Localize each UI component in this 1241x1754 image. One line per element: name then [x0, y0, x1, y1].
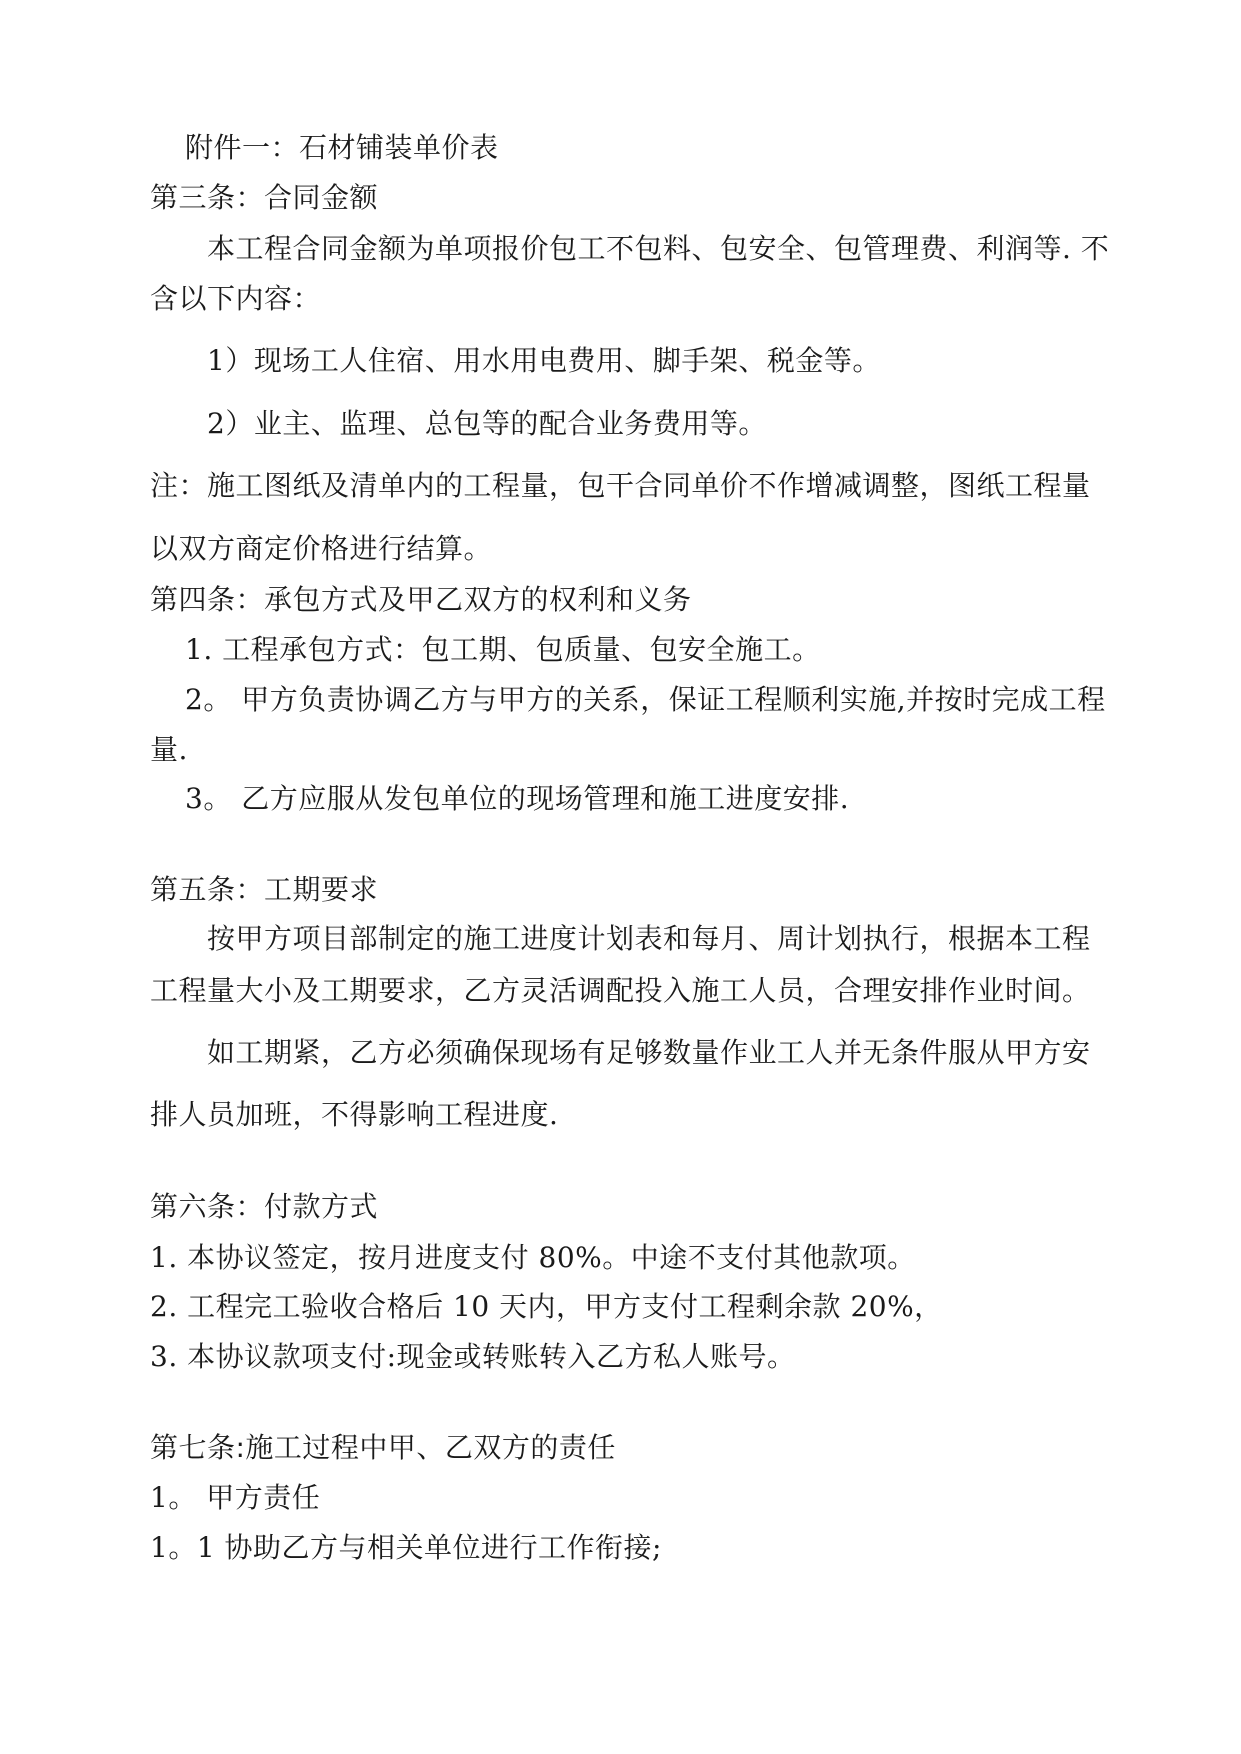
article-5-paragraph-1-line-1: 按甲方项目部制定的施工进度计划表和每月、周计划执行，根据本工程 [207, 922, 1091, 955]
article-5-paragraph-2-line-1: 如工期紧，乙方必须确保现场有足够数量作业工人并无条件服从甲方安 [207, 1036, 1091, 1069]
article-5-paragraph-2-line-2: 排人员加班，不得影响工程进度. [150, 1098, 559, 1131]
article-4-heading: 第四条：承包方式及甲乙双方的权利和义务 [150, 583, 692, 616]
article-3-paragraph-line-2: 含以下内容： [150, 282, 322, 315]
article-4-item-1: 1. 工程承包方式：包工期、包质量、包安全施工。 [185, 633, 821, 666]
attachment-line: 附件一：石材铺装单价表 [185, 131, 499, 164]
article-7-heading: 第七条:施工过程中甲、乙双方的责任 [150, 1431, 616, 1464]
article-5-heading: 第五条：工期要求 [150, 873, 379, 906]
article-3-heading: 第三条：合同金额 [150, 181, 379, 214]
article-4-item-2-line-2: 量. [150, 733, 188, 766]
article-4-item-2-line-1: 2。 甲方负责协调乙方与甲方的关系，保证工程顺利实施,并按时完成工程 [185, 683, 1106, 716]
article-6-item-1: 1. 本协议签定，按月进度支付 80%。中途不支付其他款项。 [150, 1241, 916, 1274]
article-7-subsection-1-1: 1。1 协助乙方与相关单位进行工作衔接; [150, 1531, 662, 1564]
article-7-subsection-1: 1。 甲方责任 [150, 1481, 321, 1514]
article-6-heading: 第六条：付款方式 [150, 1190, 379, 1223]
article-4-item-3: 3。 乙方应服从发包单位的现场管理和施工进度安排. [185, 782, 850, 815]
article-3-note-line-2: 以双方商定价格进行结算。 [150, 532, 493, 565]
article-6-item-3: 3. 本协议款项支付:现金或转账转入乙方私人账号。 [150, 1340, 796, 1373]
article-3-paragraph-line-1: 本工程合同金额为单项报价包工不包料、包安全、包管理费、利润等. 不 [207, 232, 1110, 265]
article-5-paragraph-1-line-2: 工程量大小及工期要求，乙方灵活调配投入施工人员，合理安排作业时间。 [150, 974, 1091, 1007]
article-6-item-2: 2. 工程完工验收合格后 10 天内，甲方支付工程剩余款 20%， [150, 1290, 943, 1323]
article-3-item-2: 2）业主、监理、总包等的配合业务费用等。 [207, 407, 767, 440]
article-3-note-line-1: 注：施工图纸及清单内的工程量，包干合同单价不作增减调整，图纸工程量 [150, 469, 1091, 502]
article-3-item-1: 1）现场工人住宿、用水用电费用、脚手架、税金等。 [207, 344, 881, 377]
